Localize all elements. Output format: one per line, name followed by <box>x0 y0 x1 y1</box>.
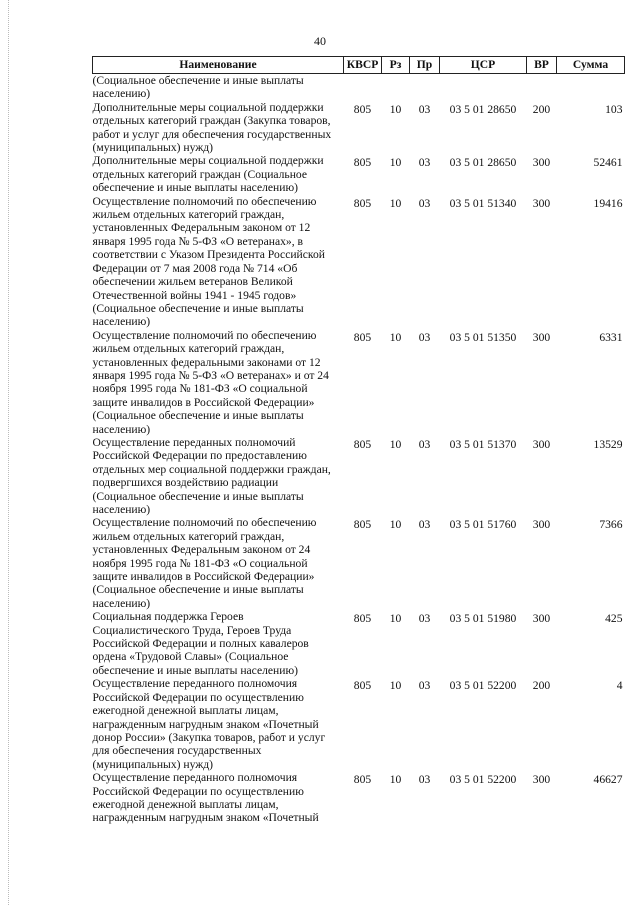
row-csr: 03 5 01 51340 <box>449 196 517 210</box>
row-name: Осуществление переданных полномочий Российской Федерации по предоставлению отдельных мер социальной поддержки граждан, подвергшихся воздействию радиации (Социальное обеспечение и иные выплаты населению) <box>92 435 331 516</box>
row-name: Дополнительные меры социальной поддержки отдельных категорий граждан (Закупка товаров, работ и услуг для обеспечения государственных (муниципальных) нужд) <box>92 100 332 155</box>
budget-table <box>92 56 625 825</box>
row-sum: 425 <box>605 612 623 626</box>
row-vr: 300 <box>532 437 551 451</box>
row-kvsr: 805 <box>353 437 372 451</box>
row-vr: 200 <box>532 679 551 693</box>
row-sum: 4 <box>616 679 623 693</box>
row-vr: 300 <box>532 196 551 210</box>
row-rz: 10 <box>389 437 402 451</box>
row-kvsr: 805 <box>353 196 372 210</box>
row-rz: 10 <box>389 102 402 116</box>
row-pr: 03 <box>418 156 431 170</box>
row-csr: 03 5 01 51370 <box>449 437 517 451</box>
table-row <box>93 516 625 610</box>
continuation-row <box>93 74 625 101</box>
binding-edge <box>8 0 10 905</box>
row-csr: 03 5 01 28650 <box>449 102 517 116</box>
row-csr: 03 5 01 51760 <box>449 518 517 532</box>
row-rz: 10 <box>389 679 402 693</box>
row-rz: 10 <box>389 773 402 787</box>
row-vr: 300 <box>532 612 551 626</box>
row-rz: 10 <box>389 330 402 344</box>
row-name: Социальная поддержка Героев Социалистического Труда, Героев Труда Российской Федерации и полных кавалеров ордена «Трудовой Славы» (Социальное обеспечение и иные выплаты населению) <box>92 610 309 677</box>
row-rz: 10 <box>389 518 402 532</box>
row-csr: 03 5 01 51350 <box>449 330 517 344</box>
row-name: Дополнительные меры социальной поддержки отдельных категорий граждан (Социальное обеспечение и иные выплаты населению) <box>92 154 324 195</box>
row-sum: 103 <box>605 102 623 116</box>
page-number: 40 <box>314 34 326 48</box>
table-row <box>93 610 625 677</box>
row-kvsr: 805 <box>353 612 372 626</box>
row-sum: 52461 <box>593 156 623 170</box>
header-vr: ВР <box>527 57 557 74</box>
row-sum: 6331 <box>599 330 623 344</box>
row-csr: 03 5 01 28650 <box>449 156 517 170</box>
row-rz: 10 <box>389 156 402 170</box>
row-csr: 03 5 01 52200 <box>449 679 517 693</box>
table-header-row <box>93 57 625 74</box>
row-vr: 300 <box>532 156 551 170</box>
header-kvsr: КВСР <box>344 57 382 74</box>
row-pr: 03 <box>418 773 431 787</box>
row-vr: 300 <box>532 518 551 532</box>
row-vr: 300 <box>532 330 551 344</box>
row-vr: 300 <box>532 773 551 787</box>
table-row <box>93 771 625 825</box>
header-pr: Пр <box>410 57 440 74</box>
row-pr: 03 <box>418 518 431 532</box>
table-body <box>93 74 625 825</box>
row-kvsr: 805 <box>353 102 372 116</box>
row-csr: 03 5 01 51980 <box>449 612 517 626</box>
row-name: Осуществление переданного полномочия Российской Федерации по осуществлению ежегодной денежной выплаты лицам, награжденным нагрудным знаком «Почетный <box>92 771 319 825</box>
table-row <box>93 101 625 155</box>
row-csr: 03 5 01 52200 <box>449 773 517 787</box>
row-sum: 46627 <box>593 773 623 787</box>
row-name: Осуществление полномочий по обеспечению жильем отдельных категорий граждан, установленных Федеральным законом от 24 ноября 1995 года № 181-ФЗ «О социальной защите инвалидов в Российской Федерации» (Социальное обеспечение и иные выплаты населению) <box>92 516 317 610</box>
row-name: Осуществление переданного полномочия Российской Федерации по осуществлению ежегодной денежной выплаты лицам, награжденным нагрудным знаком «Почетный донор России» (Закупка товаров, работ и услуг для обеспечения государственных (муниципальных) нужд) <box>92 677 326 771</box>
header-rz: Рз <box>382 57 410 74</box>
row-name: Осуществление полномочий по обеспечению жильем отдельных категорий граждан, установленных Федеральным законом от 12 января 1995 года № 5-ФЗ «О ветеранах», в соответствии с Указом Президента Российской Федерации от 7 мая 2008 года № 714 «Об обеспечении жильем ветеранов Великой Отечественной войны 1941 - 1945 годов» (Социальное обеспечение и иные выплаты населению) <box>92 194 325 329</box>
row-pr: 03 <box>418 102 431 116</box>
row-pr: 03 <box>418 679 431 693</box>
row-sum: 13529 <box>593 437 623 451</box>
budget-table-container <box>92 56 624 825</box>
row-pr: 03 <box>418 612 431 626</box>
row-rz: 10 <box>389 196 402 210</box>
table-row <box>93 154 625 194</box>
row-kvsr: 805 <box>353 679 372 693</box>
row-pr: 03 <box>418 437 431 451</box>
table-row <box>93 329 625 436</box>
row-name: Осуществление полномочий по обеспечению жильем отдельных категорий граждан, установленных федеральными законами от 12 января 1995 года № 5-ФЗ «О ветеранах» и от 24 ноября 1995 года № 181-ФЗ «О социальной защите инвалидов в Российской Федерации» (Социальное обеспечение и иные выплаты населению) <box>92 328 329 436</box>
table-row <box>93 677 625 771</box>
row-sum: 7366 <box>599 518 623 532</box>
row-rz: 10 <box>389 612 402 626</box>
row-kvsr: 805 <box>353 330 372 344</box>
row-pr: 03 <box>418 196 431 210</box>
header-name: Наименование <box>93 57 344 74</box>
row-pr: 03 <box>418 330 431 344</box>
table-row <box>93 436 625 516</box>
continuation-text: (Социальное обеспечение и иные выплаты населению) <box>92 74 304 101</box>
header-sum: Сумма <box>557 57 625 74</box>
row-kvsr: 805 <box>353 156 372 170</box>
row-vr: 200 <box>532 102 551 116</box>
table-row <box>93 195 625 329</box>
row-kvsr: 805 <box>353 773 372 787</box>
header-csr: ЦСР <box>440 57 527 74</box>
row-sum: 19416 <box>593 196 623 210</box>
row-kvsr: 805 <box>353 518 372 532</box>
